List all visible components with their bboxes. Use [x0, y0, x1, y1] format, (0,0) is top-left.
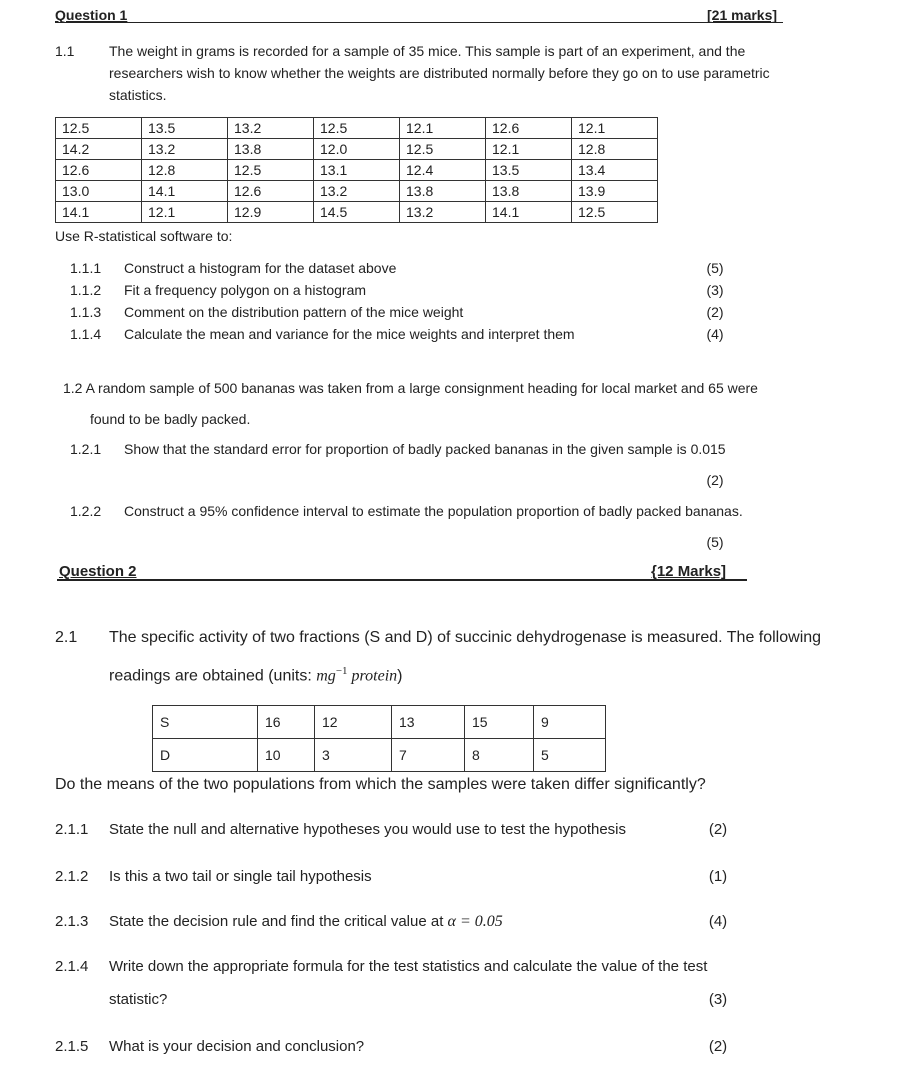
table-cell: 13.4 [572, 160, 658, 181]
q2-1-4-marks: (3) [708, 991, 728, 1008]
q2-1-4-number: 2.1.4 [55, 958, 89, 975]
units-suffix: ) [397, 667, 403, 685]
table-cell: 12.6 [56, 160, 142, 181]
table-row [56, 139, 658, 160]
table-cell: 12.5 [56, 118, 142, 139]
q1-1-line-3: statistics. [109, 87, 167, 103]
q2-question: Do the means of the two populations from which the samples were taken differ significantly? [55, 776, 706, 793]
table-cell: 5 [534, 739, 606, 772]
q2-1-line-2 [109, 660, 402, 687]
q2-1-2-number: 2.1.2 [55, 868, 89, 885]
q2-1-1-number: 2.1.1 [55, 821, 89, 838]
q2-1-line-1: The specific activity of two fractions (S and D) of succinic dehydrogenase is measured. The following [109, 629, 822, 646]
question-2-rule [57, 579, 747, 581]
subitem-row [70, 281, 750, 303]
q1-1-line-2: researchers wish to know whether the weights are distributed normally before they go on to use parametric [109, 65, 770, 81]
subitem-text: Fit a frequency polygon on a histogram [124, 282, 367, 298]
q2-1-3-marks: (4) [708, 913, 728, 930]
q1-2-2-marks: (5) [706, 534, 724, 550]
q1-2-1-number: 1.2.1 [70, 441, 102, 457]
question-1-marks: [21 marks] [707, 7, 778, 23]
table-cell: 12.0 [314, 139, 400, 160]
table-cell: 16 [258, 706, 315, 739]
table-cell: 13.1 [314, 160, 400, 181]
table-row-label: D [153, 739, 258, 772]
table-cell: 13.5 [486, 160, 572, 181]
subitem-number: 1.1.2 [70, 282, 102, 298]
mice-weight-table [55, 117, 658, 223]
table-cell: 12.4 [400, 160, 486, 181]
table-cell: 15 [465, 706, 534, 739]
enzyme-activity-table [152, 705, 606, 772]
table-row [56, 160, 658, 181]
table-cell: 9 [534, 706, 606, 739]
table-cell: 12.1 [400, 118, 486, 139]
units-base: mg [316, 667, 336, 685]
subitem-row [70, 303, 750, 325]
table-cell: 7 [392, 739, 465, 772]
table-cell: 10 [258, 739, 315, 772]
q2-1-1-marks: (2) [708, 821, 728, 838]
table-cell: 12.8 [142, 160, 228, 181]
q2-1-5-marks: (2) [708, 1038, 728, 1055]
table-cell: 12.9 [228, 202, 314, 223]
use-r-instruction: Use R-statistical software to: [55, 228, 233, 244]
table-cell: 13.9 [572, 181, 658, 202]
table-cell: 12.1 [486, 139, 572, 160]
subitem-marks: (4) [706, 326, 724, 342]
table-cell: 3 [315, 739, 392, 772]
subitem-marks: (5) [706, 260, 724, 276]
subitem-marks: (3) [706, 282, 724, 298]
table-cell: 13.2 [400, 202, 486, 223]
table-cell: 13.8 [228, 139, 314, 160]
question-1-heading: Question 1 [55, 7, 128, 23]
q1-1-number: 1.1 [55, 43, 75, 59]
table-cell: 12 [315, 706, 392, 739]
table-cell: 12.5 [400, 139, 486, 160]
table-cell: 12.6 [486, 118, 572, 139]
q2-1-5-text: What is your decision and conclusion? [109, 1038, 365, 1055]
q2-1-1-text: State the null and alternative hypotheses you would use to test the hypothesis [109, 821, 627, 838]
table-row [153, 706, 606, 739]
q2-1-2-text: Is this a two tail or single tail hypothesis [109, 868, 372, 885]
question-2-marks: {12 Marks] [651, 563, 727, 580]
table-cell: 13.0 [56, 181, 142, 202]
table-cell: 13 [392, 706, 465, 739]
table-cell: 14.2 [56, 139, 142, 160]
table-cell: 8 [465, 739, 534, 772]
q2-1-2-marks: (1) [708, 868, 728, 885]
q1-2-1-text: Show that the standard error for proportion of badly packed bananas in the given sample is 0.015 [124, 441, 726, 457]
table-cell: 12.1 [142, 202, 228, 223]
table-row-label: S [153, 706, 258, 739]
table-cell: 13.2 [314, 181, 400, 202]
table-cell: 13.8 [486, 181, 572, 202]
q1-1-text [109, 42, 869, 104]
table-row [56, 118, 658, 139]
q2-1-5-number: 2.1.5 [55, 1038, 89, 1055]
subitem-row [70, 259, 750, 281]
q1-1-line-1: The weight in grams is recorded for a sample of 35 mice. This sample is part of an experiment, and the [109, 43, 746, 59]
q1-2-line-2: found to be badly packed. [90, 411, 251, 427]
units-word: protein [347, 667, 398, 685]
subitem-marks: (2) [706, 304, 724, 320]
q2-1-3-text [109, 912, 503, 932]
q1-2-2-text: Construct a 95% confidence interval to estimate the population proportion of badly packed bananas. [124, 503, 743, 519]
table-cell: 13.5 [142, 118, 228, 139]
q2-1-3-number: 2.1.3 [55, 913, 89, 930]
q2-1-4-text: Write down the appropriate formula for the test statistics and calculate the value of the test [109, 958, 708, 975]
q1-2-1-marks: (2) [706, 472, 724, 488]
subitem-number: 1.1.4 [70, 326, 102, 342]
table-cell: 12.6 [228, 181, 314, 202]
subitem-text: Comment on the distribution pattern of the mice weight [124, 304, 464, 320]
table-cell: 12.1 [572, 118, 658, 139]
table-cell: 12.5 [314, 118, 400, 139]
q1-1-subitems [70, 259, 750, 347]
question-1-rule [55, 22, 783, 23]
question-2-heading: Question 2 [59, 563, 137, 580]
table-cell: 14.1 [486, 202, 572, 223]
alpha-value: α = 0.05 [447, 913, 503, 930]
table-cell: 14.1 [56, 202, 142, 223]
table-cell: 13.2 [142, 139, 228, 160]
q2-1-4-text-2: statistic? [109, 991, 168, 1008]
table-cell: 13.2 [228, 118, 314, 139]
units-prefix: readings are obtained (units: [109, 667, 317, 685]
q1-2-line-1: 1.2 A random sample of 500 bananas was taken from a large consignment heading for local market and 65 were [63, 380, 758, 396]
table-row [56, 202, 658, 223]
q2-1-3-text-prefix: State the decision rule and find the critical value at [109, 913, 448, 930]
table-cell: 14.5 [314, 202, 400, 223]
table-row [153, 739, 606, 772]
table-cell: 13.8 [400, 181, 486, 202]
subitem-text: Construct a histogram for the dataset above [124, 260, 397, 276]
table-cell: 12.8 [572, 139, 658, 160]
units-exponent: −1 [335, 665, 348, 677]
table-cell: 12.5 [572, 202, 658, 223]
subitem-number: 1.1.3 [70, 304, 102, 320]
subitem-text: Calculate the mean and variance for the mice weights and interpret them [124, 326, 575, 342]
q2-1-number: 2.1 [55, 629, 78, 646]
subitem-row [70, 325, 750, 347]
table-row [56, 181, 658, 202]
q1-2-2-number: 1.2.2 [70, 503, 102, 519]
table-cell: 14.1 [142, 181, 228, 202]
table-cell: 12.5 [228, 160, 314, 181]
subitem-number: 1.1.1 [70, 260, 102, 276]
